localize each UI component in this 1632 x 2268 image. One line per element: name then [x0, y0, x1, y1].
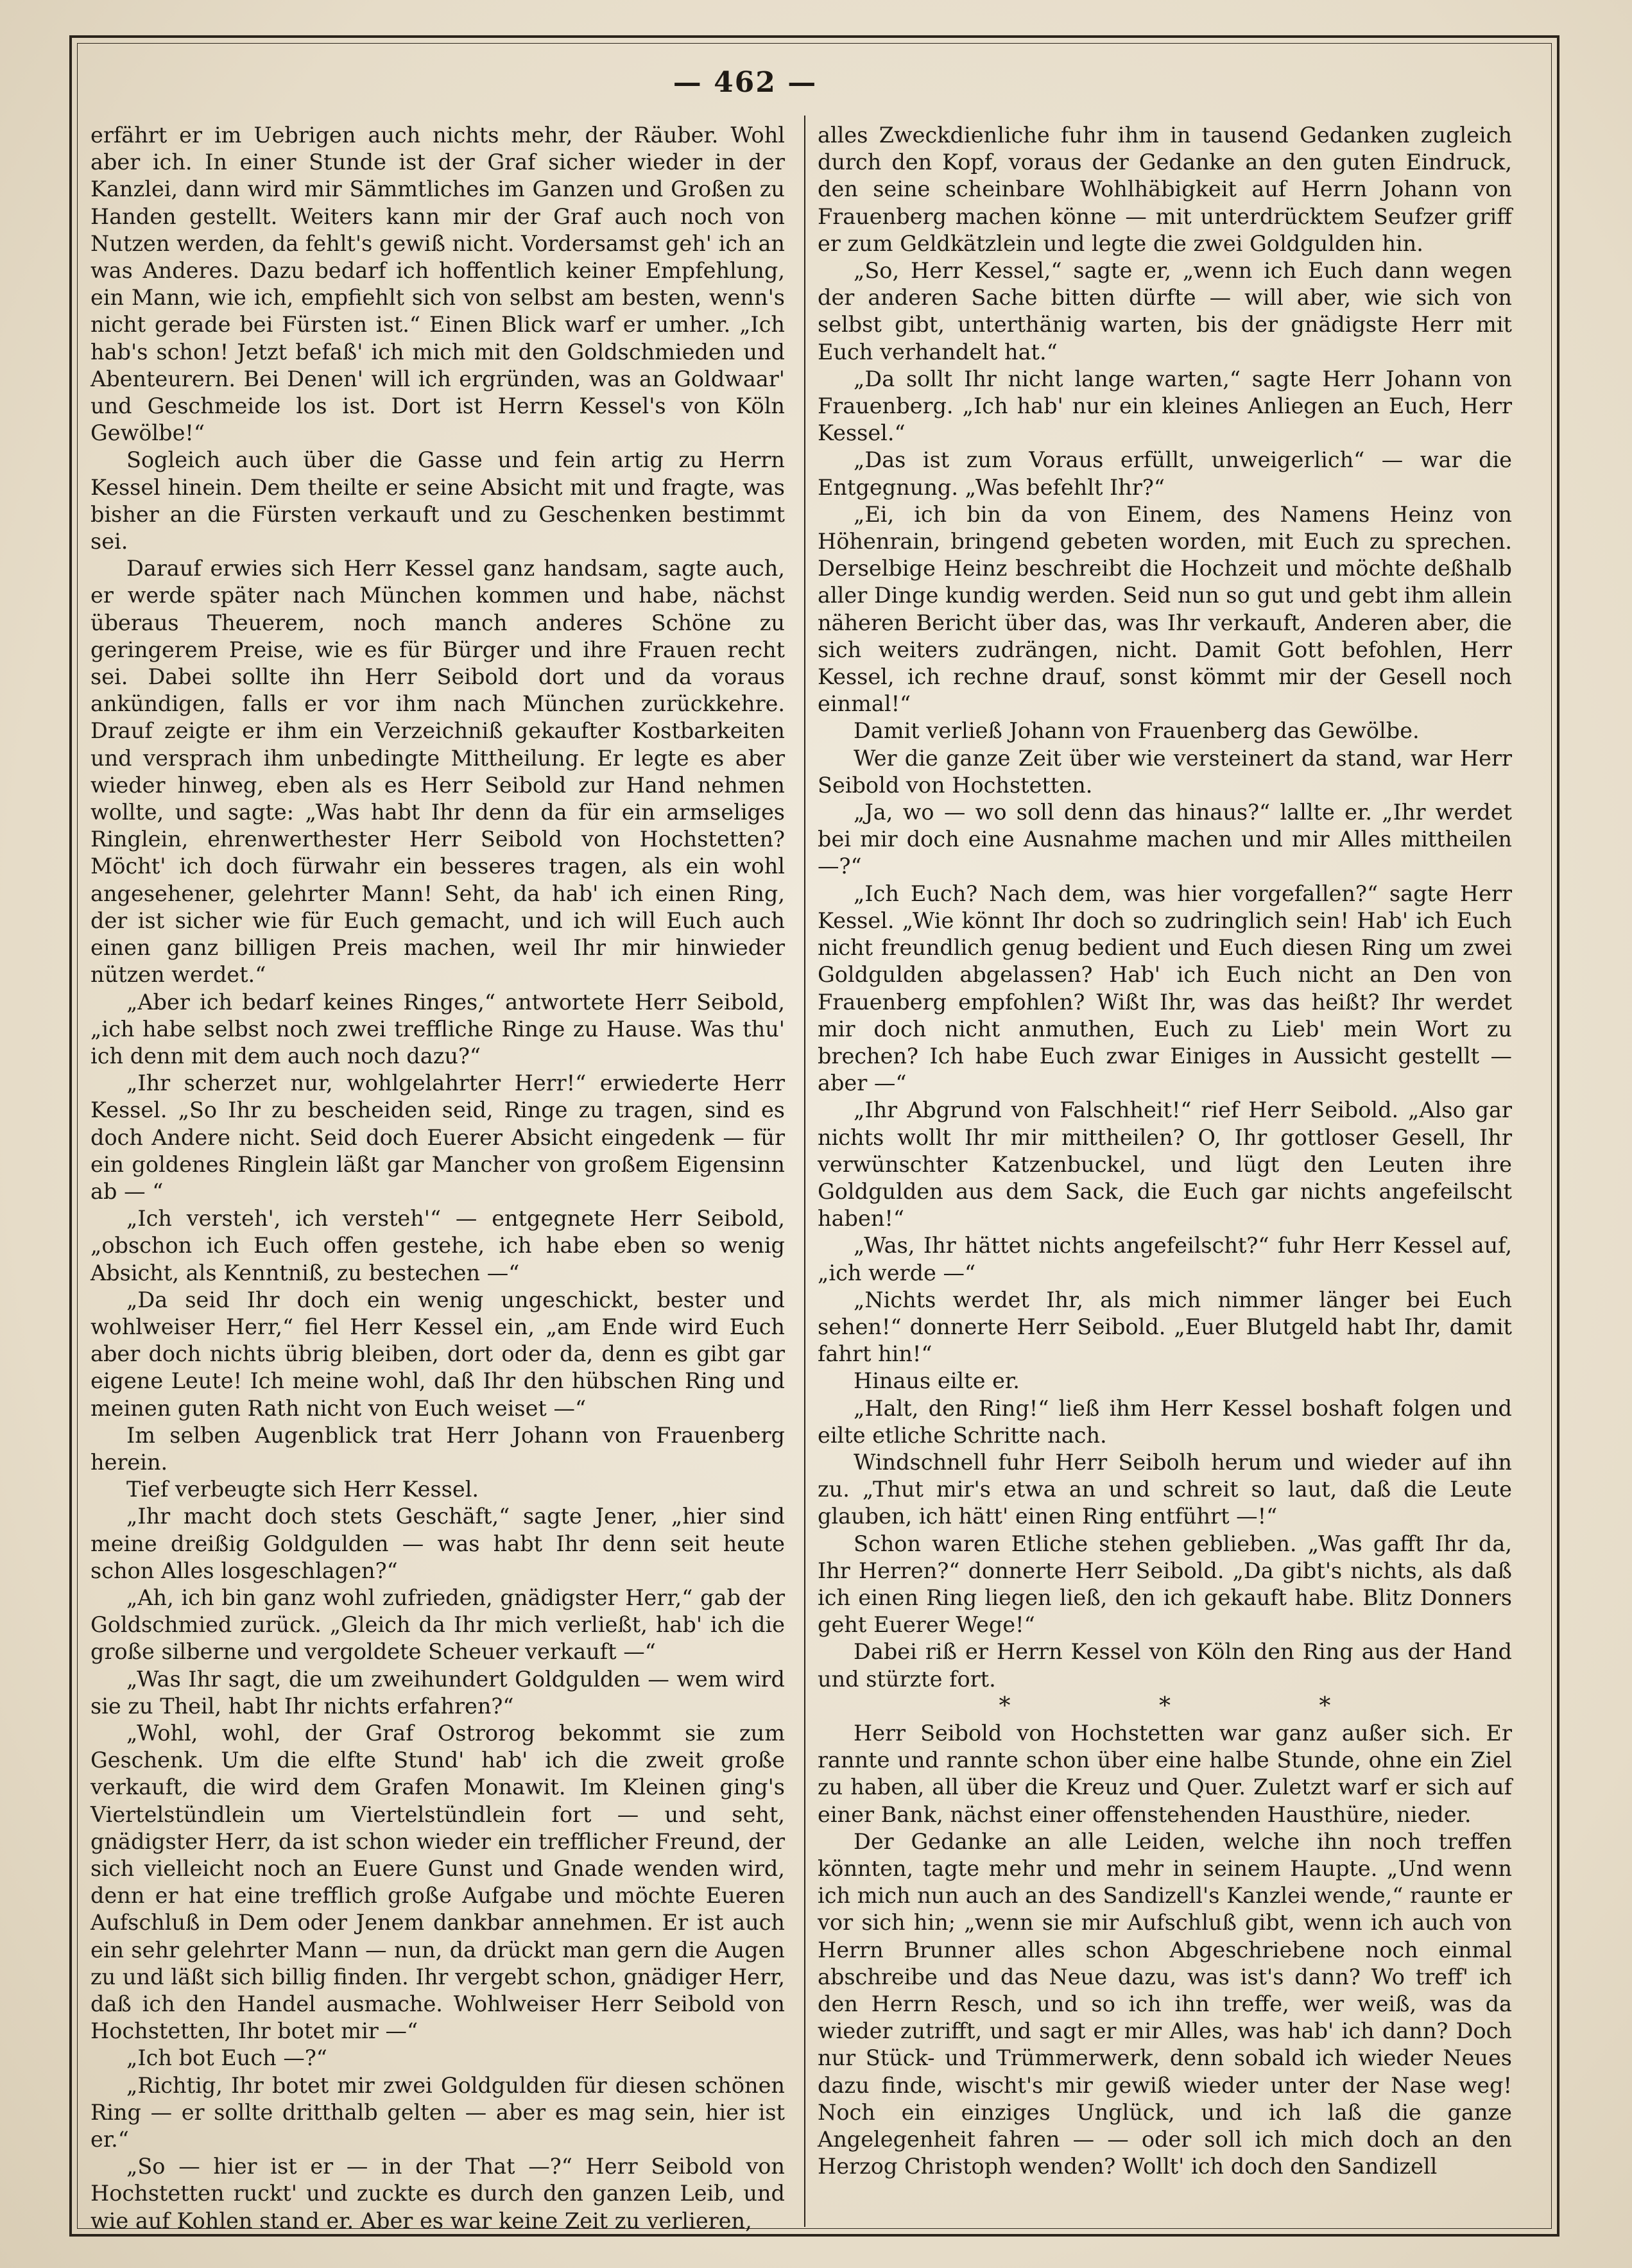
- column-divider: [804, 116, 805, 2227]
- paragraph: „Aber ich bedarf keines Ringes,“ antwortete Herr Seibold, „ich habe selbst noch zwei treffliche Ringe zu Hause. Was thu' ich denn mit dem auch noch dazu?“: [90, 989, 785, 1069]
- paragraph: „Ihr Abgrund von Falschheit!“ rief Herr Seibold. „Also gar nichts wollt Ihr mir mittheilen? O, Ihr gottloser Gesell, Ihr verwünschter Katzenbuckel, und lügt den Leuten ihre Goldgulden aus dem Sack, die Euch gar nichts angefeilscht haben!“: [818, 1097, 1512, 1232]
- section-separator: * * *: [999, 1692, 1402, 1719]
- paragraph: Hinaus eilte er.: [854, 1368, 1020, 1394]
- left-column: [90, 122, 785, 2233]
- paragraph: Tief verbeugte sich Herr Kessel.: [126, 1477, 479, 1502]
- paragraph: „Was Ihr sagt, die um zweihundert Goldgulden — wem wird sie zu Theil, habt Ihr nichts erfahren?“: [90, 1666, 785, 1719]
- paragraph: „Ich versteh', ich versteh'“ — entgegnete Herr Seibold, „obschon ich Euch offen gestehe, ich habe eben so wenig Absicht, als Kenntniß, zu bestechen —“: [90, 1206, 785, 1285]
- paragraph: „Da seid Ihr doch ein wenig ungeschickt, bester und wohlweiser Herr,“ fiel Herr Kessel ein, „am Ende wird Euch aber doch nichts übrig bleiben, dort oder da, denn es gibt gar eigene Leute! Ich meine wohl, daß Ihr den hübschen Ring und meinen guten Rath nicht von Euch weiset —“: [90, 1287, 785, 1421]
- paragraph: „Ich bot Euch —?“: [126, 2045, 327, 2071]
- paragraph: „Ja, wo — wo soll denn das hinaus?“ lallte er. „Ihr werdet bei mir doch eine Ausnahme machen und mir Alles mittheilen —?“: [818, 800, 1512, 879]
- page-number: — 462 —: [673, 66, 818, 99]
- paragraph: Herr Seibold von Hochstetten war ganz außer sich. Er rannte und rannte schon über eine halbe Stunde, ohne ein Ziel zu haben, all über die Kreuz und Quer. Zuletzt warf er sich auf einer Bank, nächst einer offenstehenden Hausthüre, nieder.: [818, 1720, 1512, 1827]
- paragraph: Damit verließ Johann von Frauenberg das Gewölbe.: [854, 718, 1420, 744]
- paragraph: „Ich Euch? Nach dem, was hier vorgefallen?“ sagte Herr Kessel. „Wie könnt Ihr doch so zudringlich sein! Hab' ich Euch nicht freundlich genug bedient und Euch diesen Ring um zwei Goldgulden abgelassen? Hab' ich Euch nicht an Den von Frauenberg empfohlen? Wißt Ihr, was das heißt? Ihr werdet mir doch nicht anmuthen, Euch zu Lieb' mein Wort zu brechen? Ich habe Euch zwar Einiges in Aussicht gestellt — aber —“: [818, 881, 1512, 1096]
- paragraph: Schon waren Etliche stehen geblieben. „Was gafft Ihr da, Ihr Herren?“ donnerte Herr Seibold. „Da gibt's nichts, als daß ich einen Ring liegen ließ, den ich gekauft habe. Blitz Donners geht Euerer Wege!“: [818, 1531, 1512, 1638]
- paragraph: Dabei riß er Herrn Kessel von Köln den Ring aus der Hand und stürzte fort.: [818, 1639, 1512, 1692]
- paragraph: „Nichts werdet Ihr, als mich nimmer länger bei Euch sehen!“ donnerte Herr Seibold. „Euer Blutgeld habt Ihr, damit fahrt hin!“: [818, 1287, 1512, 1367]
- paragraph: „Halt, den Ring!“ ließ ihm Herr Kessel boshaft folgen und eilte etliche Schritte nach.: [818, 1395, 1512, 1448]
- paragraph: „Ihr scherzet nur, wohlgelahrter Herr!“ erwiederte Herr Kessel. „So Ihr zu bescheiden seid, Ringe zu tragen, sind es doch Andere nicht. Seid doch Euerer Absicht eingedenk — für ein goldenes Ringlein läßt gar Mancher von großem Eigensinn ab — “: [90, 1070, 785, 1204]
- paragraph: Darauf erwies sich Herr Kessel ganz handsam, sagte auch, er werde später nach München kommen und habe, nächst überaus Theuerem, noch manch anderes Schöne zu geringerem Preise, wie es für Bürger und ihre Frauen recht sei. Dabei sollte ihn Herr Seibold dort und da voraus ankündigen, falls er vor ihm nach München zurückkehre. Drauf zeigte er ihm ein Verzeichniß gekaufter Kostbarkeiten und versprach ihm unbedingte Mittheilung. Er legte es aber wieder hinweg, eben als es Herr Seibold zur Hand nehmen wollte, und sagte: „Was habt Ihr denn da für ein armseliges Ringlein, ehrenwerthester Herr Seibold von Hochstetten? Möcht' ich doch fürwahr ein besseres tragen, als ein wohl angesehener, gelehrter Mann! Seht, da hab' ich einen Ring, der ist sicher wie für Euch gemacht, und ich will Euch auch einen ganz billigen Preis machen, weil Ihr mir hinwieder nützen werdet.“: [90, 556, 785, 988]
- right-column: [818, 122, 1512, 2214]
- paragraph: Windschnell fuhr Herr Seibolh herum und wieder auf ihn zu. „Thut mir's etwa an und schreit so laut, daß die Leute glauben, ich hätt' einen Ring entführt —!“: [818, 1449, 1512, 1529]
- paragraph: „Ei, ich bin da von Einem, des Namens Heinz von Höhenrain, bringend gebeten worden, mit Euch zu sprechen. Derselbige Heinz beschreibt die Hochzeit und möchte deßhalb aller Dinge kundig werden. Seid nun so gut und gebt ihm allein näheren Bericht über das, was Ihr verkauft, Anderen aber, die sich weiters zudrängen, nicht. Damit Gott befohlen, Herr Kessel, ich rechne drauf, sonst kömmt mir der Gesell noch einmal!“: [818, 501, 1512, 717]
- paragraph: „Was, Ihr hättet nichts angefeilscht?“ fuhr Herr Kessel auf, „ich werde —“: [818, 1233, 1512, 1285]
- paragraph: alles Zweckdienliche fuhr ihm in tausend Gedanken zugleich durch den Kopf, voraus der Gedanke an den guten Eindruck, den seine scheinbare Wohlhäbigkeit auf Herrn Johann von Frauenberg machen könne — mit unterdrücktem Seufzer griff er zum Geldkätzlein und legte die zwei Goldgulden hin.: [818, 123, 1512, 256]
- paragraph: Sogleich auch über die Gasse und fein artig zu Herrn Kessel hinein. Dem theilte er seine Absicht mit und fragte, was bisher an die Fürsten verkauft und zu Geschenken bestimmt sei.: [90, 447, 785, 554]
- paragraph: „Da sollt Ihr nicht lange warten,“ sagte Herr Johann von Frauenberg. „Ich hab' nur ein kleines Anliegen an Euch, Herr Kessel.“: [818, 366, 1512, 446]
- paragraph: „So, Herr Kessel,“ sagte er, „wenn ich Euch dann wegen der anderen Sache bitten dürfte — will aber, wie sich von selbst gibt, unterthänig warten, bis der gnädigste Herr mit Euch verhandelt hat.“: [818, 258, 1512, 365]
- paragraph: Wer die ganze Zeit über wie versteinert da stand, war Herr Seibold von Hochstetten.: [818, 745, 1512, 798]
- paragraph: „Wohl, wohl, der Graf Ostrorog bekommt sie zum Geschenk. Um die elfte Stund' hab' ich die zweit große verkauft, die wird dem Grafen Monawit. Im Kleinen ging's Viertelstündlein um Viertelstündlein fort — und seht, gnädigster Herr, da ist schon wieder ein trefflicher Freund, der sich vielleicht noch an Euere Gunst und Gnade wenden wird, denn er hat eine trefflich große Aufgabe und möchte Eueren Aufschluß in Dem oder Jenem dankbar annehmen. Er ist auch ein sehr gelehrter Mann — nun, da drückt man gern die Augen zu und läßt sich billig finden. Ihr vergebt schon, gnädiger Herr, daß ich den Handel ausmache. Wohlweiser Herr Seibold von Hochstetten, Ihr botet mir —“: [90, 1720, 785, 2044]
- paragraph: erfährt er im Uebrigen auch nichts mehr, der Räuber. Wohl aber ich. In einer Stunde ist der Graf sicher wieder in der Kanzlei, dann wird mir Sämmtliches im Ganzen und Großen zu Handen gestellt. Weiters kann mir der Graf auch noch von Nutzen werden, da fehlt's gewiß nicht. Vordersamst geh' ich an was Anderes. Dazu bedarf ich hoffentlich keiner Empfehlung, ein Mann, wie ich, empfiehlt sich von selbst am besten, wenn's nicht gerade bei Fürsten ist.“ Einen Blick warf er umher. „Ich hab's schon! Jetzt befaß' ich mich mit den Goldschmieden und Abenteurern. Bei Denen' will ich ergründen, was an Goldwaar' und Geschmeide los ist. Dort ist Herrn Kessel's von Köln Gewölbe!“: [90, 123, 785, 446]
- paragraph: „Das ist zum Voraus erfüllt, unweigerlich“ — war die Entgegnung. „Was befehlt Ihr?“: [818, 447, 1512, 500]
- paragraph: „Richtig, Ihr botet mir zwei Goldgulden für diesen schönen Ring — er sollte dritthalb gelten — aber es mag sein, hier ist er.“: [90, 2072, 785, 2152]
- paragraph: Der Gedanke an alle Leiden, welche ihn noch treffen könnten, tagte mehr und mehr in seinem Haupte. „Und wenn ich mich nun auch an des Sandizell's Kanzlei wende,“ raunte er vor sich hin; „wenn sie mir Aufschluß gibt, wenn ich auch von Herrn Brunner alles schon Abgeschriebene noch einmal abschreibe und das Neue dazu, was ist's dann? Wo treff' ich den Herrn Resch, und so ich ihn treffe, wer weiß, was da wieder zutrifft, und sagt er mir Alles, was hab' ich dann? Doch nur Stück- und Trümmerwerk, denn sobald ich wieder Neues dazu finde, wischt's mir gewiß wieder unter der Nase weg! Noch ein einziges Unglück, und ich laß die ganze Angelegenheit fahren — — oder soll ich mich doch an den Herzog Christoph wenden? Wollt' ich doch den Sandizell: [818, 1828, 1512, 2179]
- paragraph: „Ihr macht doch stets Geschäft,“ sagte Jener, „hier sind meine dreißig Goldgulden — was habt Ihr denn seit heute schon Alles losgeschlagen?“: [90, 1504, 785, 1583]
- paragraph: „Ah, ich bin ganz wohl zufrieden, gnädigster Herr,“ gab der Goldschmied zurück. „Gleich da Ihr mich verließt, hab' ich die große silberne und vergoldete Scheuer verkauft —“: [90, 1585, 785, 1665]
- paragraph: Im selben Augenblick trat Herr Johann von Frauenberg herein.: [90, 1422, 785, 1475]
- paragraph: „So — hier ist er — in der That —?“ Herr Seibold von Hochstetten ruckt' und zuckte es durch den ganzen Leib, und wie auf Kohlen stand er. Aber es war keine Zeit zu verlieren,: [90, 2154, 785, 2233]
